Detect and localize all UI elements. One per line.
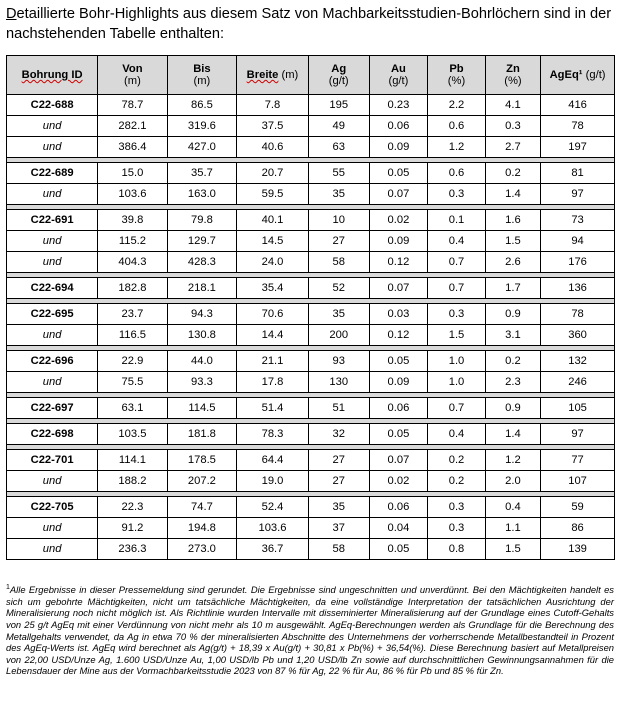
value-cell: 0.07: [369, 450, 428, 471]
value-cell: 70.6: [237, 304, 309, 325]
value-cell: 194.8: [167, 518, 236, 539]
value-cell: 21.1: [237, 351, 309, 372]
value-cell: 0.4: [428, 231, 486, 252]
value-cell: 78: [541, 116, 615, 137]
value-cell: 93: [308, 351, 369, 372]
header-bis: Bis (m): [167, 56, 236, 95]
table-row: [7, 539, 615, 560]
value-cell: 2.2: [428, 95, 486, 116]
value-cell: 0.7: [428, 398, 486, 419]
value-cell: 0.3: [428, 184, 486, 205]
value-cell: 64.4: [237, 450, 309, 471]
value-cell: 2.0: [485, 471, 540, 492]
header-breite: Breite (m): [237, 56, 309, 95]
value-cell: 24.0: [237, 252, 309, 273]
und-cell: und: [7, 518, 98, 539]
value-cell: 0.7: [428, 252, 486, 273]
value-cell: 0.07: [369, 184, 428, 205]
value-cell: 103.6: [98, 184, 167, 205]
table-row: [7, 231, 615, 252]
value-cell: 35: [308, 497, 369, 518]
value-cell: 0.3: [428, 304, 486, 325]
header-pb: Pb (%): [428, 56, 486, 95]
value-cell: 22.3: [98, 497, 167, 518]
drillhole-id-cell: C22-701: [7, 450, 98, 471]
table-row: [7, 184, 615, 205]
value-cell: 44.0: [167, 351, 236, 372]
value-cell: 0.1: [428, 210, 486, 231]
value-cell: 105: [541, 398, 615, 419]
value-cell: 2.7: [485, 137, 540, 158]
value-cell: 27: [308, 471, 369, 492]
value-cell: 427.0: [167, 137, 236, 158]
table-row: [7, 325, 615, 346]
value-cell: 129.7: [167, 231, 236, 252]
value-cell: 0.2: [428, 450, 486, 471]
value-cell: 0.02: [369, 471, 428, 492]
drillhole-id-cell: C22-705: [7, 497, 98, 518]
drillhole-id-cell: C22-689: [7, 163, 98, 184]
drillhole-id-cell: C22-697: [7, 398, 98, 419]
und-cell: und: [7, 252, 98, 273]
value-cell: 94.3: [167, 304, 236, 325]
value-cell: 139: [541, 539, 615, 560]
value-cell: 136: [541, 278, 615, 299]
value-cell: 0.09: [369, 137, 428, 158]
und-cell: und: [7, 184, 98, 205]
value-cell: 40.6: [237, 137, 309, 158]
table-row: [7, 398, 615, 419]
value-cell: 1.2: [485, 450, 540, 471]
value-cell: 195: [308, 95, 369, 116]
value-cell: 0.6: [428, 163, 486, 184]
value-cell: 52.4: [237, 497, 309, 518]
value-cell: 0.04: [369, 518, 428, 539]
value-cell: 0.07: [369, 278, 428, 299]
value-cell: 97: [541, 184, 615, 205]
value-cell: 178.5: [167, 450, 236, 471]
drillhole-id-cell: C22-695: [7, 304, 98, 325]
value-cell: 59: [541, 497, 615, 518]
value-cell: 35.7: [167, 163, 236, 184]
value-cell: 1.5: [428, 325, 486, 346]
value-cell: 1.4: [485, 424, 540, 445]
und-cell: und: [7, 471, 98, 492]
value-cell: 78.7: [98, 95, 167, 116]
value-cell: 0.12: [369, 325, 428, 346]
value-cell: 27: [308, 450, 369, 471]
header-zn: Zn (%): [485, 56, 540, 95]
value-cell: 103.5: [98, 424, 167, 445]
table-row: [7, 95, 615, 116]
value-cell: 0.6: [428, 116, 486, 137]
value-cell: 404.3: [98, 252, 167, 273]
value-cell: 78: [541, 304, 615, 325]
value-cell: 0.06: [369, 398, 428, 419]
value-cell: 1.7: [485, 278, 540, 299]
value-cell: 114.5: [167, 398, 236, 419]
value-cell: 1.4: [485, 184, 540, 205]
value-cell: 0.3: [428, 497, 486, 518]
value-cell: 94: [541, 231, 615, 252]
value-cell: 17.8: [237, 372, 309, 393]
value-cell: 20.7: [237, 163, 309, 184]
value-cell: 416: [541, 95, 615, 116]
value-cell: 79.8: [167, 210, 236, 231]
value-cell: 81: [541, 163, 615, 184]
value-cell: 163.0: [167, 184, 236, 205]
footnote-marker: 1: [6, 584, 10, 591]
value-cell: 63: [308, 137, 369, 158]
value-cell: 74.7: [167, 497, 236, 518]
value-cell: 3.1: [485, 325, 540, 346]
value-cell: 73: [541, 210, 615, 231]
value-cell: 7.8: [237, 95, 309, 116]
value-cell: 114.1: [98, 450, 167, 471]
table-row: [7, 304, 615, 325]
value-cell: 0.02: [369, 210, 428, 231]
value-cell: 1.5: [485, 231, 540, 252]
value-cell: 35: [308, 304, 369, 325]
value-cell: 0.9: [485, 304, 540, 325]
header-ageq: AgEq¹ (g/t): [541, 56, 615, 95]
value-cell: 386.4: [98, 137, 167, 158]
value-cell: 197: [541, 137, 615, 158]
drillhole-id-cell: C22-698: [7, 424, 98, 445]
value-cell: 22.9: [98, 351, 167, 372]
drillhole-id-cell: C22-696: [7, 351, 98, 372]
drill-results-table: [6, 55, 615, 560]
value-cell: 176: [541, 252, 615, 273]
value-cell: 55: [308, 163, 369, 184]
value-cell: 14.5: [237, 231, 309, 252]
und-cell: und: [7, 539, 98, 560]
table-row: [7, 518, 615, 539]
value-cell: 0.05: [369, 539, 428, 560]
value-cell: 0.3: [485, 116, 540, 137]
value-cell: 19.0: [237, 471, 309, 492]
value-cell: 40.1: [237, 210, 309, 231]
value-cell: 132: [541, 351, 615, 372]
intro-text: etaillierte Bohr-Highlights aus diesem Satz von Machbarkeitsstudien-Bohrlöchern sind in der nachstehenden Tabelle enthalten:: [6, 6, 612, 42]
value-cell: 188.2: [98, 471, 167, 492]
value-cell: 2.3: [485, 372, 540, 393]
header-au: Au (g/t): [369, 56, 428, 95]
value-cell: 37.5: [237, 116, 309, 137]
value-cell: 49: [308, 116, 369, 137]
value-cell: 236.3: [98, 539, 167, 560]
value-cell: 116.5: [98, 325, 167, 346]
footnote: [6, 582, 614, 677]
value-cell: 0.05: [369, 424, 428, 445]
value-cell: 0.05: [369, 351, 428, 372]
value-cell: 181.8: [167, 424, 236, 445]
value-cell: 51: [308, 398, 369, 419]
value-cell: 0.2: [428, 471, 486, 492]
table-header-row: [7, 56, 615, 95]
value-cell: 1.1: [485, 518, 540, 539]
value-cell: 207.2: [167, 471, 236, 492]
value-cell: 15.0: [98, 163, 167, 184]
intro-first-letter: D: [6, 6, 17, 22]
value-cell: 0.4: [428, 424, 486, 445]
table-row: [7, 163, 615, 184]
value-cell: 2.6: [485, 252, 540, 273]
value-cell: 0.09: [369, 231, 428, 252]
value-cell: 0.8: [428, 539, 486, 560]
value-cell: 1.5: [485, 539, 540, 560]
table-row: [7, 137, 615, 158]
value-cell: 1.0: [428, 351, 486, 372]
value-cell: 58: [308, 252, 369, 273]
value-cell: 35: [308, 184, 369, 205]
value-cell: 51.4: [237, 398, 309, 419]
value-cell: 182.8: [98, 278, 167, 299]
value-cell: 273.0: [167, 539, 236, 560]
value-cell: 35.4: [237, 278, 309, 299]
table-row: [7, 372, 615, 393]
value-cell: 78.3: [237, 424, 309, 445]
value-cell: 10: [308, 210, 369, 231]
value-cell: 0.2: [485, 351, 540, 372]
und-cell: und: [7, 231, 98, 252]
value-cell: 218.1: [167, 278, 236, 299]
value-cell: 130.8: [167, 325, 236, 346]
value-cell: 36.7: [237, 539, 309, 560]
value-cell: 37: [308, 518, 369, 539]
table-row: [7, 116, 615, 137]
drillhole-id-cell: C22-694: [7, 278, 98, 299]
value-cell: 14.4: [237, 325, 309, 346]
value-cell: 97: [541, 424, 615, 445]
drillhole-id-cell: C22-688: [7, 95, 98, 116]
value-cell: 4.1: [485, 95, 540, 116]
value-cell: 77: [541, 450, 615, 471]
und-cell: und: [7, 137, 98, 158]
value-cell: 428.3: [167, 252, 236, 273]
value-cell: 360: [541, 325, 615, 346]
value-cell: 0.03: [369, 304, 428, 325]
value-cell: 0.23: [369, 95, 428, 116]
value-cell: 86: [541, 518, 615, 539]
value-cell: 319.6: [167, 116, 236, 137]
value-cell: 1.6: [485, 210, 540, 231]
table-row: [7, 210, 615, 231]
value-cell: 0.05: [369, 163, 428, 184]
value-cell: 0.7: [428, 278, 486, 299]
value-cell: 282.1: [98, 116, 167, 137]
value-cell: 0.12: [369, 252, 428, 273]
header-von: Von (m): [98, 56, 167, 95]
und-cell: und: [7, 325, 98, 346]
table-body: [7, 95, 615, 560]
table-row: [7, 450, 615, 471]
table-row: [7, 471, 615, 492]
value-cell: 86.5: [167, 95, 236, 116]
footnote-text: Alle Ergebnisse in dieser Pressemeldung sind gerundet. Die Ergebnisse sind ungeschnitten und unverdünnt. Bei den Mächtigkeiten handelt es sich um gebohrte Mächtigkeiten, nicht um tatsächliche Mächtigkeiten, da eine vollständige Interpretation der tatsächlichen Ausrichtung der Mineralisierung noch nicht möglich ist. Als Richtlinie wurden Intervalle mit disseminierter Mineralisierung auf der Grundlage eines Cutoff-Gehalts von 25 g/t AgEq mit einer Verdünnung von nicht mehr als 10 m ausgewählt. AgEq-Berechnungen werden als Grundlage für die Berechnung des Metallgehalts verwendet, da Ag in etwa 70 % der mineralisierten Abschnitte des Unternehmens der vorherrschende Metallbestandteil in Prozent des AgEq-Werts ist. AgEq wird berechnet als Ag(g/t) + 18,39 x Au(g/t) + 30,81 x Pb(%) + 36,54(%). Diese Berechnung basiert auf Metallpreisen von 22,00 USD/Unze Ag, 1.600 USD/Unze Au, 1,00 USD/lb Pb und 1,20 USD/lb Zn sowie auf durchschnittlichen Gewinnungsannahmen für die Lebensdauer der Mine aus der Vormachbarkeitsstudie 2023 von 87 % für Ag, 22 % für Au, 86 % für Pb und 85 % für Zn.: [6, 584, 614, 677]
value-cell: 59.5: [237, 184, 309, 205]
value-cell: 0.4: [485, 497, 540, 518]
value-cell: 0.3: [428, 518, 486, 539]
value-cell: 75.5: [98, 372, 167, 393]
value-cell: 32: [308, 424, 369, 445]
und-cell: und: [7, 116, 98, 137]
value-cell: 0.9: [485, 398, 540, 419]
header-bohrung-id: Bohrung ID: [7, 56, 98, 95]
value-cell: 130: [308, 372, 369, 393]
value-cell: 1.2: [428, 137, 486, 158]
table-row: [7, 278, 615, 299]
value-cell: 63.1: [98, 398, 167, 419]
value-cell: 103.6: [237, 518, 309, 539]
value-cell: 107: [541, 471, 615, 492]
table-row: [7, 424, 615, 445]
value-cell: 1.0: [428, 372, 486, 393]
value-cell: 52: [308, 278, 369, 299]
value-cell: 23.7: [98, 304, 167, 325]
value-cell: 200: [308, 325, 369, 346]
value-cell: 58: [308, 539, 369, 560]
value-cell: 0.06: [369, 497, 428, 518]
value-cell: 0.09: [369, 372, 428, 393]
value-cell: 27: [308, 231, 369, 252]
value-cell: 0.2: [485, 163, 540, 184]
value-cell: 246: [541, 372, 615, 393]
value-cell: 115.2: [98, 231, 167, 252]
value-cell: 93.3: [167, 372, 236, 393]
value-cell: 0.06: [369, 116, 428, 137]
table-row: [7, 351, 615, 372]
und-cell: und: [7, 372, 98, 393]
table-row: [7, 252, 615, 273]
header-ag: Ag (g/t): [308, 56, 369, 95]
value-cell: 91.2: [98, 518, 167, 539]
intro-paragraph: [6, 4, 618, 44]
value-cell: 39.8: [98, 210, 167, 231]
table-row: [7, 497, 615, 518]
drillhole-id-cell: C22-691: [7, 210, 98, 231]
